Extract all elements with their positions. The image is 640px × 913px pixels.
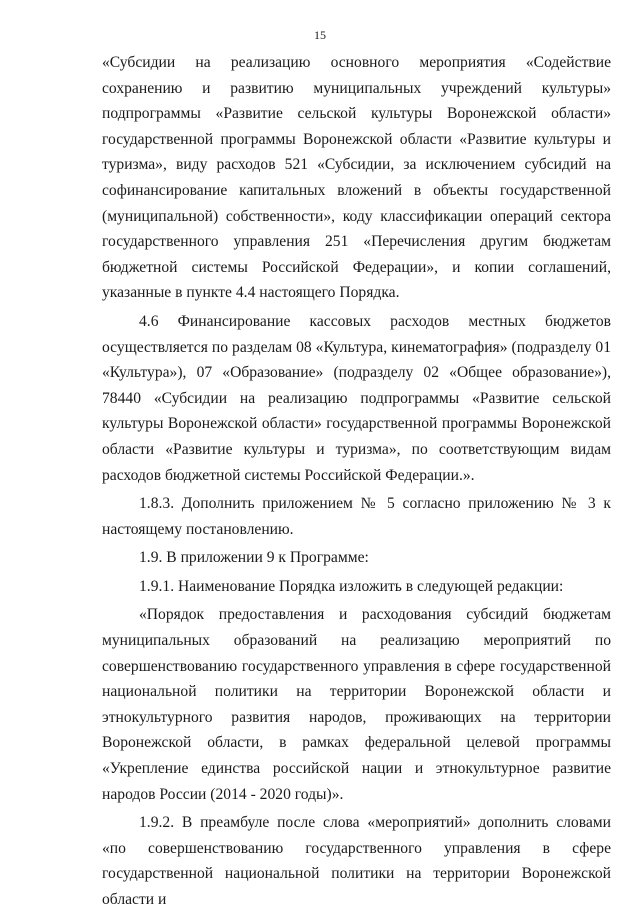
paragraph-subsidy-continuation: «Субсидии на реализацию основного мероприятия «Содействие сохранению и развитию муниципальных учреждений культуры» подпрограммы «Развитие сельской культуры Воронежской области» государственной программы Воронежской области «Развитие культуры и туризма», виду расходов 521 «Субсидии, за исключением субсидий на софинансирование капитальных вложений в объекты государственной (муниципальной) собственности», коду классификации операций сектора государственного управления 251 «Перечисления другим бюджетам бюджетной системы Российской Федерации», и копии соглашений, указанные в пункте 4.4 настоящего Порядка. xyxy=(102,54,611,302)
paragraph-4-6: 4.6 Финансирование кассовых расходов местных бюджетов осуществляется по разделам 08 «Культура, кинематография» (подразделу 01 «Культура»), 07 «Образование» (подразделу 02 «Общее образование»), 78440 «Субсидии на реализацию подпрограммы «Развитие сельской культуры Воронежской области» государственной программы Воронежской области «Развитие культуры и туризма», по соответствующим видам расходов бюджетной системы Российской Федерации.». xyxy=(102,312,611,484)
paragraph-order-title: «Порядок предоставления и расходования субсидий бюджетам муниципальных образований на реализацию мероприятий по совершенствованию государственного управления в сфере государственной национальной политики на территории Воронежской области и этнокультурного развития народов, проживающих на территории Воронежской области, в рамках федеральной целевой программы «Укрепление единства российской нации и этнокультурное развитие народов России (2014 - 2020 годы)». xyxy=(102,606,611,803)
paragraph-1-9: 1.9. В приложении 9 к Программе: xyxy=(139,549,369,567)
paragraph-1-9-1: 1.9.1. Наименование Порядка изложить в следующей редакции: xyxy=(139,577,564,595)
document-body xyxy=(102,50,611,913)
paragraph-1-9-2: 1.9.2. В преамбуле после слова «мероприятий» дополнить словами «по совершенствованию государственного управления в сфере государственной национальной политики на территории Воронежской области и xyxy=(102,814,611,908)
page-number: 15 xyxy=(314,28,326,42)
paragraph-1-8-3: 1.8.3. Дополнить приложением № 5 согласно приложению № 3 к настоящему постановлению. xyxy=(102,495,611,538)
